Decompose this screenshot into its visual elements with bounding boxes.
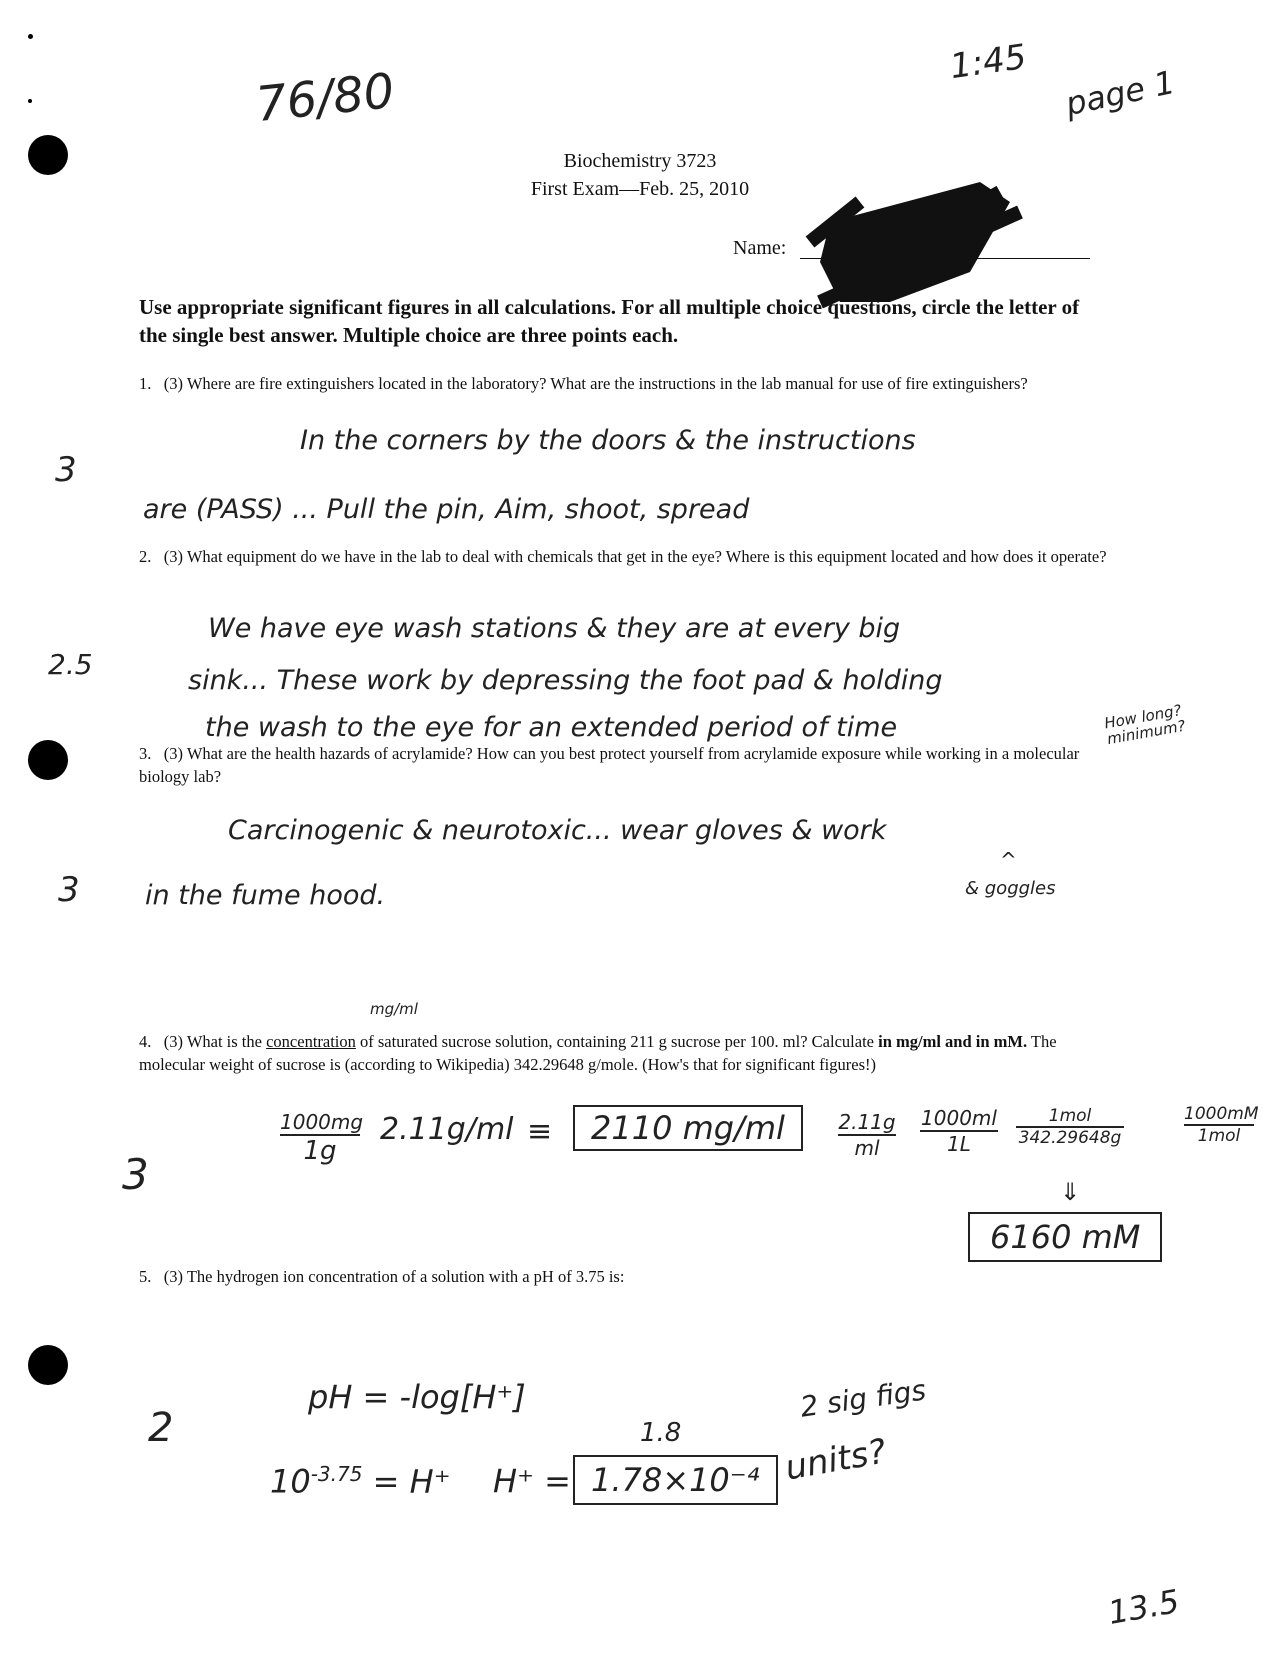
factor-denominator: 1L xyxy=(947,1132,971,1156)
q2-answer-line-2: sink... These work by depressing the foot pad & holding xyxy=(188,665,943,696)
q4-conv-1 xyxy=(838,1110,896,1160)
question-text-underlined: concentration xyxy=(266,1032,356,1051)
q4-arrow: ⇓ xyxy=(1060,1178,1081,1206)
factor-numerator: 1000ml xyxy=(921,1106,997,1130)
factor-denominator: 1mol xyxy=(1197,1126,1241,1146)
question-1 xyxy=(139,372,1109,395)
q5-base: 10 xyxy=(270,1462,311,1501)
factor-denominator: 342.29648g xyxy=(1018,1128,1122,1148)
question-3 xyxy=(139,742,1109,788)
question-text-a: (3) What is the xyxy=(163,1032,267,1051)
q4-factor-2: 2.11g/ml xyxy=(380,1112,514,1147)
total-score: 76/80 xyxy=(253,62,397,134)
scan-speck xyxy=(28,99,32,103)
q5-correction: 1.8 xyxy=(640,1418,682,1448)
page-total: 13.5 xyxy=(1105,1582,1183,1632)
q4-unit-note: mg/ml xyxy=(370,1000,418,1018)
question-number: 5. xyxy=(139,1267,152,1286)
q1-answer-line-1: In the corners by the doors & the instructions xyxy=(300,425,916,456)
question-5 xyxy=(139,1265,1109,1288)
question-text: (3) The hydrogen ion concentration of a solution with a pH of 3.75 is: xyxy=(163,1267,625,1286)
factor-numerator: 2.11g xyxy=(838,1110,896,1134)
exam-title: First Exam—Feb. 25, 2010 xyxy=(530,178,750,200)
q3-answer-line-1: Carcinogenic & neurotoxic... wear gloves & work xyxy=(228,815,887,846)
page-note: page 1 xyxy=(1062,62,1179,124)
q2-score: 2.5 xyxy=(48,648,93,681)
question-text-b: of saturated sucrose solution, containing 211 g sucrose per 100. ml? Calculate xyxy=(355,1032,879,1051)
q3-score: 3 xyxy=(58,870,80,910)
q5-sig-fig-note: 2 sig figs xyxy=(798,1373,928,1424)
q1-answer-line-2: are (PASS) ... Pull the pin, Aim, shoot, spread xyxy=(143,494,750,525)
question-text-c: The molecular weight of sucrose is (according to Wikipedia) 342.29648 g/mole. (How's that for significant figures!) xyxy=(139,1032,1057,1074)
factor-denominator: ml xyxy=(854,1136,880,1160)
hole-punch xyxy=(28,1345,68,1385)
time-note: 1:45 xyxy=(947,36,1029,88)
scan-speck xyxy=(28,34,33,39)
hole-punch xyxy=(28,740,68,780)
q5-score: 2 xyxy=(148,1405,174,1451)
q5-work-line-1: pH = -log[H⁺] xyxy=(308,1378,526,1416)
question-number: 4. xyxy=(139,1032,152,1051)
factor-numerator: 1000mM xyxy=(1184,1104,1259,1124)
redacted-name-scribble xyxy=(800,162,1030,312)
question-text: (3) Where are fire extinguishers located in the laboratory? What are the instructions in the lab manual for use of fire extinguishers? xyxy=(163,374,1028,393)
q3-insert-caret: ^ xyxy=(1000,848,1017,872)
q5-equals: = H⁺ xyxy=(372,1462,451,1501)
q4-equiv: ≡ xyxy=(527,1114,553,1149)
question-number: 1. xyxy=(139,374,152,393)
factor-denominator: 1g xyxy=(303,1136,337,1166)
question-number: 2. xyxy=(139,547,152,566)
question-2 xyxy=(139,545,1109,568)
q4-conv-3 xyxy=(1016,1106,1124,1148)
q5-power xyxy=(270,1462,451,1501)
q4-conv-4 xyxy=(1184,1104,1259,1146)
factor-numerator: 1000mg xyxy=(280,1110,364,1134)
q1-score: 3 xyxy=(55,450,77,490)
q5-units-note: units? xyxy=(782,1431,890,1489)
q2-answer-line-1: We have eye wash stations & they are at every big xyxy=(208,613,901,644)
q5-h-label: H⁺ = xyxy=(493,1462,571,1500)
instructions: Use appropriate significant figures in all calculations. For all multiple choice questions, circle the letter of the single best answer. Multiple choice are three points each. xyxy=(139,295,1080,347)
question-text: (3) What equipment do we have in the lab to deal with chemicals that get in the eye? Where is this equipment located and how does it operate? xyxy=(163,547,1107,566)
q5-exponent: -3.75 xyxy=(310,1462,363,1486)
name-label: Name: xyxy=(733,237,787,259)
q4-result-mgml: 2110 mg/ml xyxy=(573,1105,803,1151)
q3-grader-note: & goggles xyxy=(965,878,1056,899)
q4-score: 3 xyxy=(122,1150,149,1199)
q4-conv-2 xyxy=(920,1106,998,1156)
q4-factor-1 xyxy=(280,1110,364,1166)
q3-answer-line-2: in the fume hood. xyxy=(145,880,386,911)
q2-grader-note: How long? minimum? xyxy=(1102,701,1187,749)
question-number: 3. xyxy=(139,744,152,763)
q4-result-mm: 6160 mM xyxy=(968,1212,1162,1262)
question-text-bold: in mg/ml and in mM. xyxy=(878,1032,1028,1051)
factor-numerator: 1mol xyxy=(1016,1106,1124,1128)
course-title: Biochemistry 3723 xyxy=(563,150,717,172)
question-text: (3) What are the health hazards of acrylamide? How can you best protect yourself from acrylamide exposure while working in a molecular biology lab? xyxy=(139,744,1080,786)
question-4 xyxy=(139,1030,1109,1076)
q2-answer-line-3: the wash to the eye for an extended period of time xyxy=(205,712,898,743)
q5-answer-box: 1.78×10⁻⁴ xyxy=(573,1455,778,1505)
